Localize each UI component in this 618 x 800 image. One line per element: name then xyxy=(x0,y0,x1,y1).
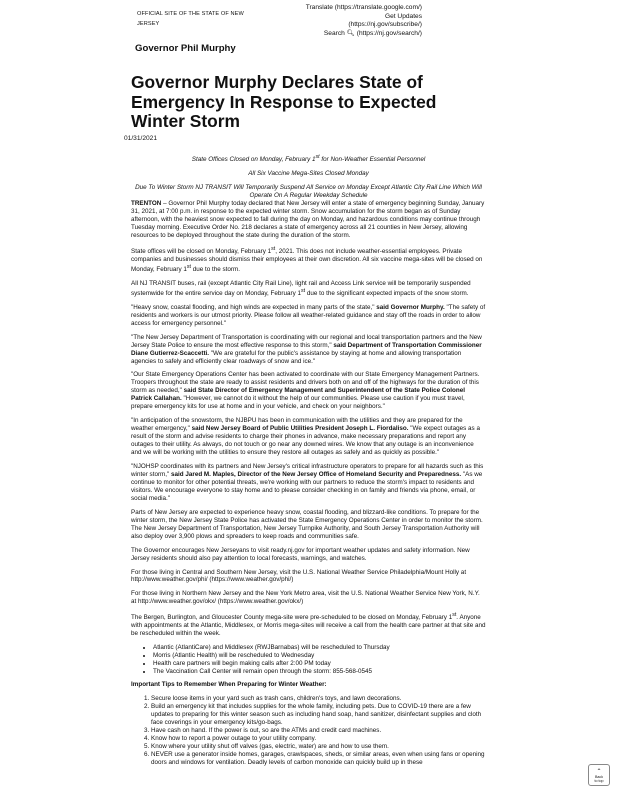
list-item: • The Vaccination Call Center will remain open through the storm: 855-568-0545 xyxy=(153,668,486,676)
paragraph: The Bergen, Burlington, and Gloucester County mega-site were pre-scheduled to be closed on Monday, February 1st. Anyone with appointments at the Atlantic, Middlesex, or Morris mega-sites will receive a call from the health care partner at that site and be rescheduled within the week. xyxy=(131,612,486,638)
list-item: 5. Know where your utility shut off valves (gas, electric, water) are and how to use them. xyxy=(151,743,486,751)
translate-link[interactable]: Translate (https://translate.google.com/) xyxy=(305,4,422,11)
paragraph: Parts of New Jersey are expected to experience heavy snow, coastal flooding, and blizzard-like conditions. To prepare for the winter storm, the New Jersey State Police has activated the State Emergency Operations Center in order to monitor the storm. The New Jersey Department of Transportation, New Jersey Turnpike Authority, and South Jersey Transportation Authority will also deploy over 3,900 plows and spreaders to keep roads and communities safe. xyxy=(131,508,483,540)
tips-list xyxy=(131,695,486,767)
subheadlines xyxy=(131,153,486,206)
paragraph: State offices will be closed on Monday, February 1st, 2021. This does not include weather-essential employees. Private companies and businesses should dismiss their employees at their own discretion. All six vaccine mega-sites will be closed on Monday, February 1st due to the storm. xyxy=(131,245,483,273)
back-to-top-label-2: to top xyxy=(594,779,604,783)
quote-paragraph: "Heavy snow, coastal flooding, and high winds are expected in many parts of the state," said Governor Murphy. "The safety of residents and workers is our utmost priority. Please follow all weather-related guidance and stay off the roads in order to allow access for emergency personnel." xyxy=(131,303,486,327)
list-item: 4. Know how to report a power outage to your utility company. xyxy=(151,735,486,743)
governor-name[interactable]: Governor Phil Murphy xyxy=(135,43,236,54)
page-title: Governor Murphy Declares State of Emergency In Response to Expected Winter Storm xyxy=(131,72,437,131)
list-item: 6. NEVER use a generator inside homes, garages, crawlspaces, sheds, or similar areas, even when using fans or opening doors and windows for ventilation. Deadly levels of carbon monoxide can quickly build up in these xyxy=(151,751,486,767)
quote-paragraph: "Our State Emergency Operations Center has been activated to coordinate with our State Emergency Management Partners. Troopers throughout the state are ready to assist residents and drivers both on and off of the highways for the duration of this storm as needed," said State Director of Emergency Management and Superintendent of the State Police Colonel Patrick Callahan. "However, we cannot do it without the help of our communities. Please use caution if you must travel, prepare emergency kits for use at home and in your vehicle, and check on your neighbors." xyxy=(131,371,480,411)
official-site-label: OFFICIAL SITE OF THE STATE OF NEW JERSEY xyxy=(137,11,244,27)
back-to-top-button[interactable] xyxy=(588,764,610,786)
paragraph: For those living in Central and Southern New Jersey, visit the U.S. National Weather Service Philadelphia/Mount Holly at http://www.weather.gov/phi/ (https://www.weather.gov/phi/) xyxy=(131,568,467,584)
arrow-up-icon: ⌃ xyxy=(596,769,602,775)
search-url: (https://nj.gov/search/) xyxy=(356,29,422,37)
quote-paragraph: "In anticipation of the snowstorm, the NJBPU has been in communication with the utilities and they are prepared for the weather emergency," said New Jersey Board of Public Utilities President Joseph L. Fiordaliso. "We expect outages as a result of the storm and advise residents to charge their phones in advance, make necessary preparations and report any outages to their utility. As always, do not touch or go near any downed wires. We know that any outage is an inconvenience and we will be working with the utilities to ensure they restore all outages as safely and as quickly as possible." xyxy=(131,417,480,457)
quote-paragraph: "NJOHSP coordinates with its partners and New Jersey's critical infrastructure operators to prepare for all hazards such as this winter storm," said Jared M. Maples, Director of the New Jersey Office of Homeland Security and Preparedness. "As we continue to monitor for other potential threats, we're working with our partners to reduce the storm's impact to residents and visitors. We encourage everyone to stay home and to please consider checking in on family and friends via phone, email, or social media." xyxy=(131,463,484,502)
list-item: • Morris (Atlantic Health) will be rescheduled to Wednesday xyxy=(153,652,486,660)
list-item: 3. Have cash on hand. If the power is out, so are the ATMs and credit card machines. xyxy=(151,727,486,735)
article-body xyxy=(131,200,486,767)
subheadline-2: All Six Vaccine Mega-Sites Closed Monday xyxy=(248,170,369,178)
get-updates-url: (https://nj.gov/subscribe/) xyxy=(348,21,422,29)
mega-site-list xyxy=(131,644,486,676)
paragraph: TRENTON – Governor Phil Murphy today declared that New Jersey will enter a state of emergency beginning Sunday, January 31, 2021, at 7:00 p.m. in response to the expected winter storm. Snow accumulation for the storm began as of Sunday afternoon, with the heaviest snow expected to fall during the day on Monday, and hazardous conditions may continue through Tuesday morning. Executive Order No. 218 declares a state of emergency across all 21 counties in New Jersey, allowing resources to be deployed throughout the state during the duration of the storm. xyxy=(131,200,485,239)
search-link[interactable] xyxy=(306,30,422,39)
list-item: • Health care partners will begin making calls after 2:00 PM today xyxy=(153,660,486,668)
paragraph: For those living in Northern New Jersey and the New York Metro area, visit the U.S. National Weather Service New York, N.Y. at http://www.weather.gov/okx/ (https://www.weather.gov/okx/) xyxy=(131,590,480,606)
release-date: 01/31/2021 xyxy=(124,135,158,142)
paragraph: All NJ TRANSIT buses, rail (except Atlantic City Rail Line), light rail and Access Link service will be temporarily suspended systemwide for the entire service day on Monday, February 1st due to the significant expected impacts of the snow storm. xyxy=(131,279,471,297)
list-item: • Atlantic (AtlantiCare) and Middlesex (RWJBarnabas) will be rescheduled to Thursday xyxy=(153,644,486,652)
subheadline-1: State Offices Closed on Monday, February 1st for Non-Weather Essential Personnel xyxy=(191,154,426,164)
list-item: 1. Secure loose items in your yard such as trash cans, children's toys, and lawn decorations. xyxy=(151,695,486,703)
back-to-top-label: Back xyxy=(595,775,603,779)
quote-paragraph: "The New Jersey Department of Transportation is coordinating with our regional and local transportation partners and the New Jersey State Police to ensure the most effective response to this storm," said Department of Transportation Commissioner Diane Gutierrez-Scaccetti. "We are grateful for the public's assistance by staying at home and allowing transportation agencies to safely and efficiently clear roadways of snow and ice." xyxy=(131,333,482,365)
list-item: 2. Build an emergency kit that includes supplies for the whole family, including pets. Due to COVID-19 there are a few updates to preparing for this winter season such as including hand soap, hand sanitizer, disinfectant supplies and cloth face coverings in your emergency kits/go-bags. xyxy=(151,703,486,727)
search-icon: 🔍︎ xyxy=(346,29,355,37)
search-label: Search xyxy=(323,29,345,37)
header-utility-links xyxy=(306,4,422,38)
tips-heading: Important Tips to Remember When Preparing for Winter Weather: xyxy=(131,681,327,689)
get-updates-link[interactable]: Get Updates xyxy=(384,12,422,20)
paragraph: The Governor encourages New Jerseyans to visit ready.nj.gov for important weather updates and safety information. New Jersey residents should also pay attention to local forecasts, warnings, and watches. xyxy=(131,546,470,562)
subheadline-3: Due To Winter Storm NJ TRANSIT Will Temporarily Suspend All Service on Monday Except Atlantic City Rail Line Which Will Operate On A Regular Weekday Schedule xyxy=(135,184,482,200)
